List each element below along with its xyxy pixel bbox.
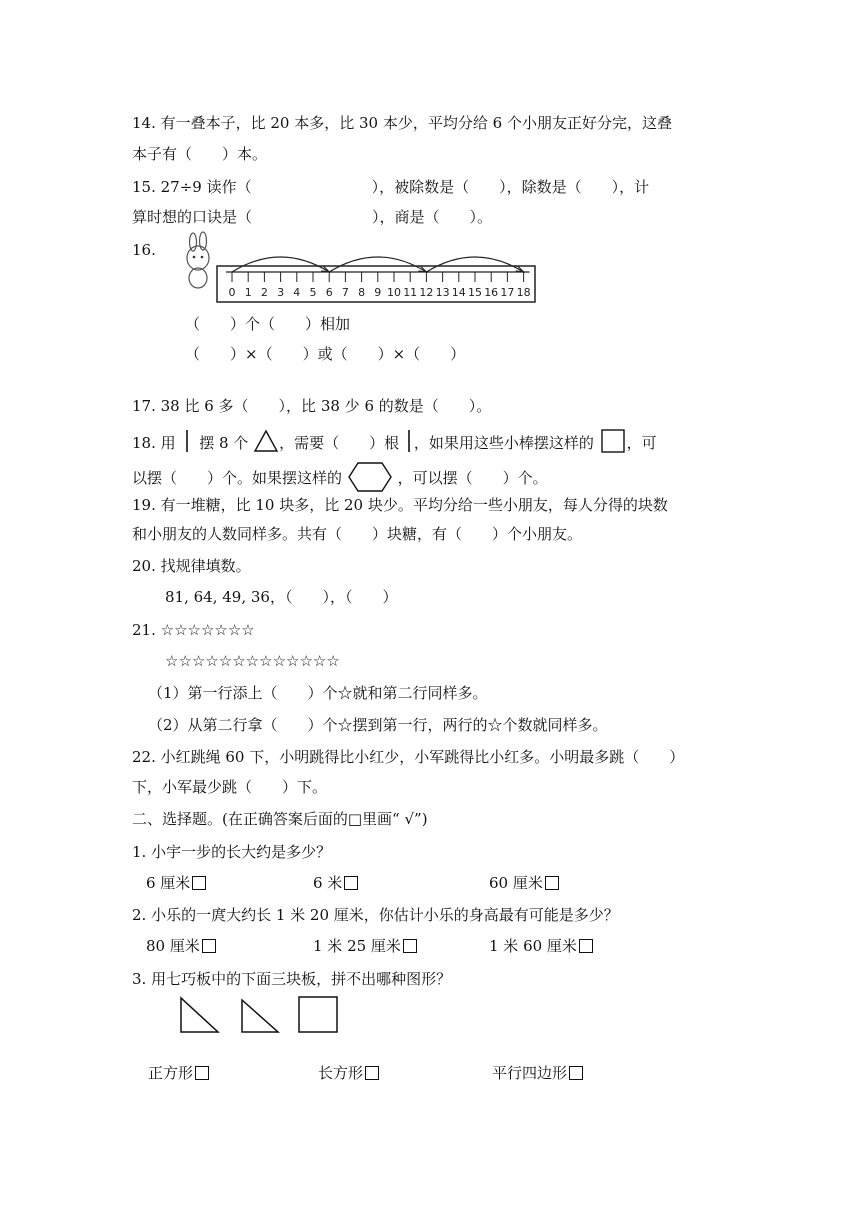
c3-option-1-label: 正方形: [148, 1064, 194, 1082]
checkbox[interactable]: [579, 939, 593, 953]
q21-sub2: （2）从第二行拿（ ）个☆摆到第一行，两行的☆个数就同样多。: [148, 716, 608, 734]
ruler-tick-label: 13: [435, 286, 450, 299]
q19-line2: 和小朋友的人数同样多。共有（ ）块糖，有（ ）个小朋友。: [132, 525, 583, 543]
ruler-tick-label: 10: [387, 286, 401, 299]
c2-option-1[interactable]: [146, 936, 216, 956]
checkbox[interactable]: [202, 939, 216, 953]
ruler-tick-label: 0: [228, 286, 236, 299]
q22-line1: 22. 小红跳绳 60 下，小明跳得比小红少，小军跳得比小红多。小明最多跳（ ）: [132, 748, 685, 766]
triangle-icon: [253, 429, 279, 453]
checkbox[interactable]: [192, 876, 206, 890]
c1-option-3[interactable]: [489, 873, 559, 893]
c1-option-1[interactable]: [146, 873, 206, 893]
hop-arc: [232, 257, 329, 272]
ruler-tick-label: 9: [374, 286, 382, 299]
q20-title: 20. 找规律填数。: [132, 557, 251, 575]
c3-option-1[interactable]: [148, 1063, 209, 1083]
ruler-tick-label: 2: [260, 286, 268, 299]
q17-text: 17. 38 比 6 多（ ），比 38 少 6 的数是（ ）。: [132, 397, 492, 415]
ruler-hops: [232, 257, 524, 272]
q18-part-e: ，可: [626, 434, 657, 452]
q21-row1: 21. ☆☆☆☆☆☆☆: [132, 621, 255, 639]
c3-question: 3. 用七巧板中的下面三块板，拼不出哪种图形？: [132, 970, 452, 988]
ruler-tick-label: 15: [468, 286, 482, 299]
q15-line2: 算时想的口诀是（ ），商是（ ）。: [132, 208, 493, 226]
ruler-tick-label: 4: [293, 286, 301, 299]
checkbox[interactable]: [195, 1066, 209, 1080]
checkbox[interactable]: [569, 1066, 583, 1080]
checkbox[interactable]: [403, 939, 417, 953]
stick-icon: [180, 429, 194, 453]
ruler-tick-label: 6: [325, 286, 333, 299]
q16-number: 16.: [132, 241, 156, 259]
rabbit-icon: [187, 232, 209, 288]
q21-row2: ☆☆☆☆☆☆☆☆☆☆☆☆☆: [165, 652, 340, 670]
q22-line2: 下，小军最少跳（ ）下。: [132, 778, 328, 796]
ruler-ticks: [226, 272, 530, 282]
checkbox[interactable]: [365, 1066, 379, 1080]
c3-option-3[interactable]: [492, 1063, 583, 1083]
ruler-tick-label: 14: [451, 286, 466, 299]
ruler-tick-label: 17: [500, 286, 515, 299]
ruler-tick-label: 7: [341, 286, 349, 299]
q18-part-f: 以摆（ ）个。如果摆这样的: [132, 469, 343, 487]
q18-part-c: ，需要（ ）根: [279, 434, 400, 452]
ruler-tick-label: 1: [244, 286, 252, 299]
ruler-tick-label: 18: [516, 286, 531, 299]
c1-option-1-label: 6 厘米: [146, 874, 191, 892]
q15-line1: 15. 27÷9 读作（ ），被除数是（ ），除数是（ ），计: [132, 178, 650, 196]
square-icon: [599, 428, 627, 454]
c3-option-2[interactable]: [318, 1063, 379, 1083]
q19-line1: 19. 有一堆糖，比 10 块多，比 20 块少。平均分给一些小朋友，每人分得的块数: [132, 496, 668, 514]
c2-option-2[interactable]: [313, 936, 417, 956]
q18-part-g: ，可以摆（ ）个。: [397, 469, 548, 487]
c2-option-3[interactable]: [489, 936, 593, 956]
q14-line1: 14. 有一叠本子，比 20 本多，比 30 本少，平均分给 6 个小朋友正好分完，这叠: [132, 114, 672, 132]
q16-blank2: （ ）×（ ）或（ ）×（ ）: [185, 345, 466, 363]
ruler-labels: [229, 286, 531, 299]
q18-part-d: ，如果用这些小棒摆这样的: [413, 434, 594, 452]
checkbox[interactable]: [344, 876, 358, 890]
hop-arc: [329, 257, 426, 272]
stick-icon: [404, 429, 414, 453]
c2-option-2-label: 1 米 25 厘米: [313, 937, 401, 955]
ruler-tick-label: 8: [358, 286, 366, 299]
section2-title: 二、选择题。(在正确答案后面的□里画“ √”): [132, 810, 428, 828]
c1-question: 1. 小宇一步的长大约是多少？: [132, 843, 332, 861]
ruler-tick-label: 16: [484, 286, 499, 299]
large-triangle-piece: [181, 998, 218, 1032]
c3-option-3-label: 平行四边形: [492, 1064, 568, 1082]
square-piece: [299, 997, 337, 1032]
ruler-tick-label: 12: [419, 286, 434, 299]
tangram-pieces: [178, 995, 348, 1037]
c1-option-2[interactable]: [313, 873, 358, 893]
ruler-tick-label: 5: [309, 286, 317, 299]
hop-arc: [426, 257, 523, 272]
c3-option-2-label: 长方形: [318, 1064, 364, 1082]
q18-part-b: 摆 8 个: [199, 434, 249, 452]
ruler-tick-label: 3: [277, 286, 285, 299]
c2-option-3-label: 1 米 60 厘米: [489, 937, 577, 955]
c2-option-1-label: 80 厘米: [146, 937, 200, 955]
c1-option-2-label: 6 米: [313, 874, 343, 892]
small-triangle-piece: [242, 1000, 278, 1032]
ruler-tick-label: 11: [403, 286, 418, 299]
q18-part-a: 18. 用: [132, 434, 176, 452]
q21-sub1: （1）第一行添上（ ）个☆就和第二行同样多。: [148, 684, 488, 702]
q18-line2: [132, 461, 548, 493]
q18-line1: [132, 428, 657, 454]
checkbox[interactable]: [545, 876, 559, 890]
hexagon-icon: [347, 461, 393, 493]
c1-option-3-label: 60 厘米: [489, 874, 543, 892]
q20-sequence: 81, 64, 49, 36，（ ），（ ）: [165, 588, 398, 606]
c2-question: 2. 小乐的一庹大约长 1 米 20 厘米，你估计小乐的身高最有可能是多少？: [132, 906, 619, 924]
q16-blank1: （ ）个（ ）相加: [185, 315, 351, 333]
q14-line2: 本子有（ ）本。: [132, 145, 268, 163]
